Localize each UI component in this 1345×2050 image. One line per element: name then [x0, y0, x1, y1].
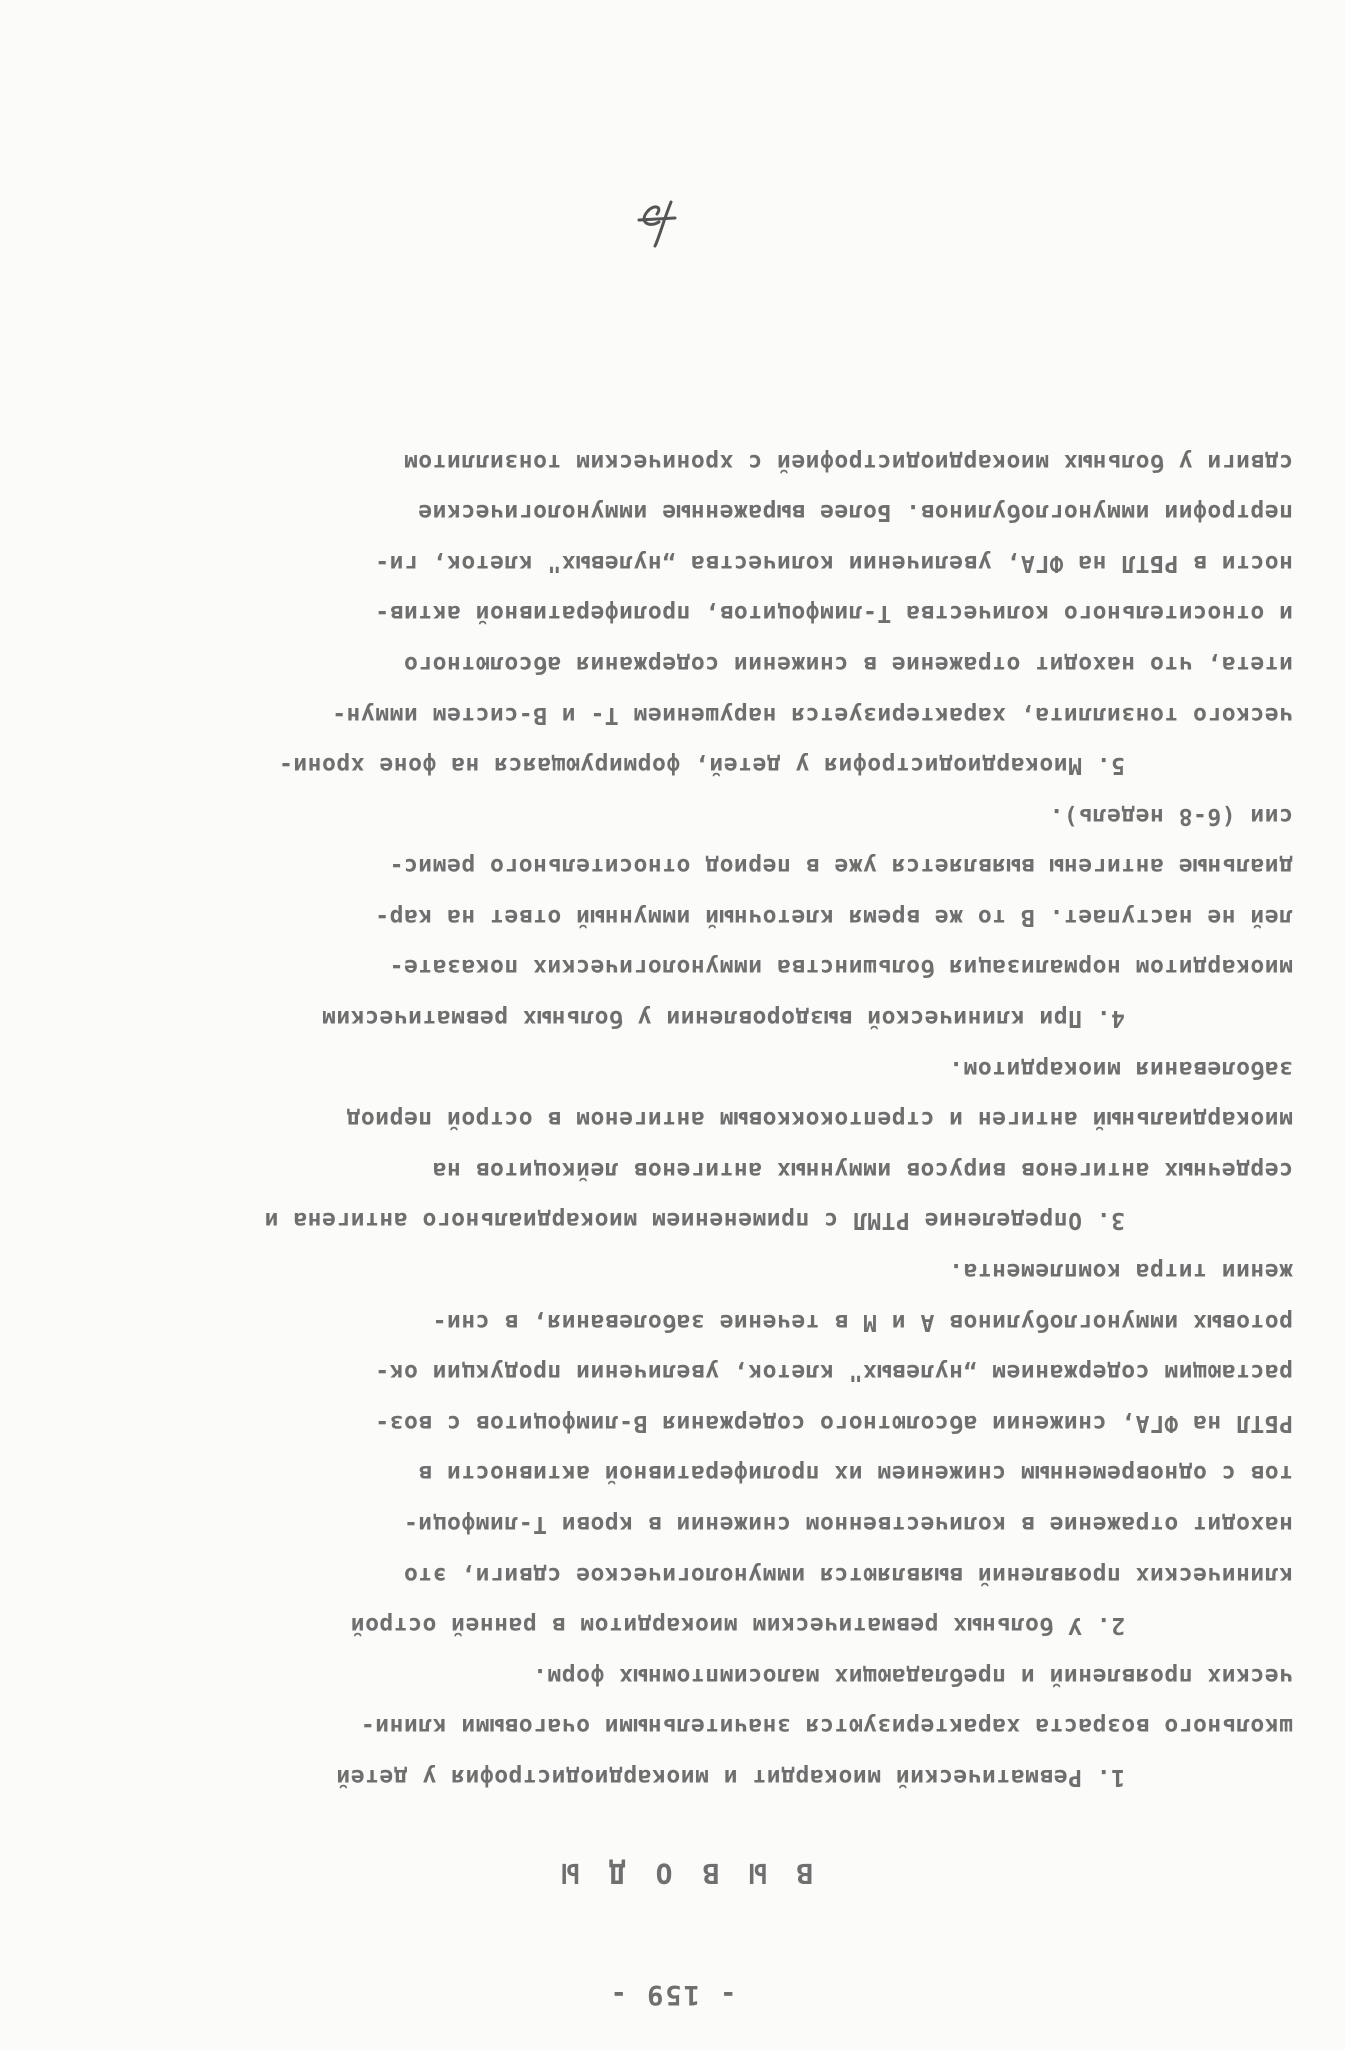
text-line: РБТЛ на ФГА, снижении абсолютного содержания В-лимфоцитов с воз-: [374, 1409, 1293, 1436]
text-line: растающим содержанием „нулевых" клеток, увеличении продукции ок-: [374, 1359, 1293, 1386]
text-line: 5. Миокардиодистрофия у детей, формирующаяся на фоне хрони-: [278, 752, 1125, 779]
text-line: жении титра комплемента.: [948, 1258, 1293, 1285]
text-line: заболевания миокардитом.: [948, 1055, 1293, 1082]
text-line: ческого тонзиллита, характеризуется нарушением Т- и В-систем иммун-: [331, 701, 1293, 728]
text-line: 1. Ревматический миокардит и миокардиодистрофия у детей: [335, 1764, 1125, 1790]
text-line: ческих проявлений и пребладающих малосимптомных форм.: [532, 1662, 1293, 1689]
text-line: диальные антигены выявляется уже в период относительного ремис-: [389, 853, 1293, 880]
text-line: сии (6-8 недель).: [1049, 802, 1293, 829]
text-line: миокардиальный антиген и стрептококковым антигеном в острой период: [346, 1106, 1293, 1133]
text-line: 2. У больных ревматическим миокардитом в ранней острой: [350, 1612, 1125, 1639]
text-line: 3. Определение РТМЛ с применением миокардиального антигена и: [264, 1207, 1125, 1234]
text-line: школьного возраста характеризуются значительными очаговыми клини-: [360, 1713, 1293, 1740]
text-line: ротовых иммуноглобулинов А и М в течение заболевания, в сни-: [432, 1308, 1293, 1335]
page-number: - 159 -: [608, 1979, 737, 2010]
text-line: 4. При клинической выздоровлении у больных ревматическим: [321, 1005, 1125, 1032]
body-text: [48, 436, 1293, 1802]
text-line: пертрофии иммуноглобулинов. Более выраженные иммунологические: [417, 499, 1293, 526]
section-heading: ВЫВОДЫ: [531, 1857, 814, 1890]
text-line: клинических проявлений выявляются иммунологическое сдвиги, это: [403, 1561, 1293, 1588]
handwritten-mark-icon: [625, 192, 685, 252]
text-line: находит отражение в количественном снижении в крови Т-лимфоци-: [403, 1511, 1293, 1538]
text-line: и относительного количества Т-лимфоцитов, пролиферативной актив-: [374, 600, 1293, 627]
text-line: сдвиги у больных миокардиодистрофией с хроническим тонзиллитом: [403, 448, 1293, 475]
text-line: тов с одновременным снижением их пролиферативной активности в: [417, 1460, 1293, 1487]
text-line: миокардитом нормализация большинства иммунологических показате-: [389, 954, 1293, 981]
text-line: итета, что находит отражение в снижении содержания абсолютного: [403, 650, 1293, 677]
text-line: ности в РБТЛ на ФГА, увеличении количества „нулевых" клеток, ги-: [374, 549, 1293, 576]
text-line: лей не наступает. В то же время клеточный иммунный ответ на кар-: [374, 903, 1293, 930]
text-line: сердечных антигенов вирусов иммунных антигенов лейкоцитов на: [432, 1156, 1293, 1183]
